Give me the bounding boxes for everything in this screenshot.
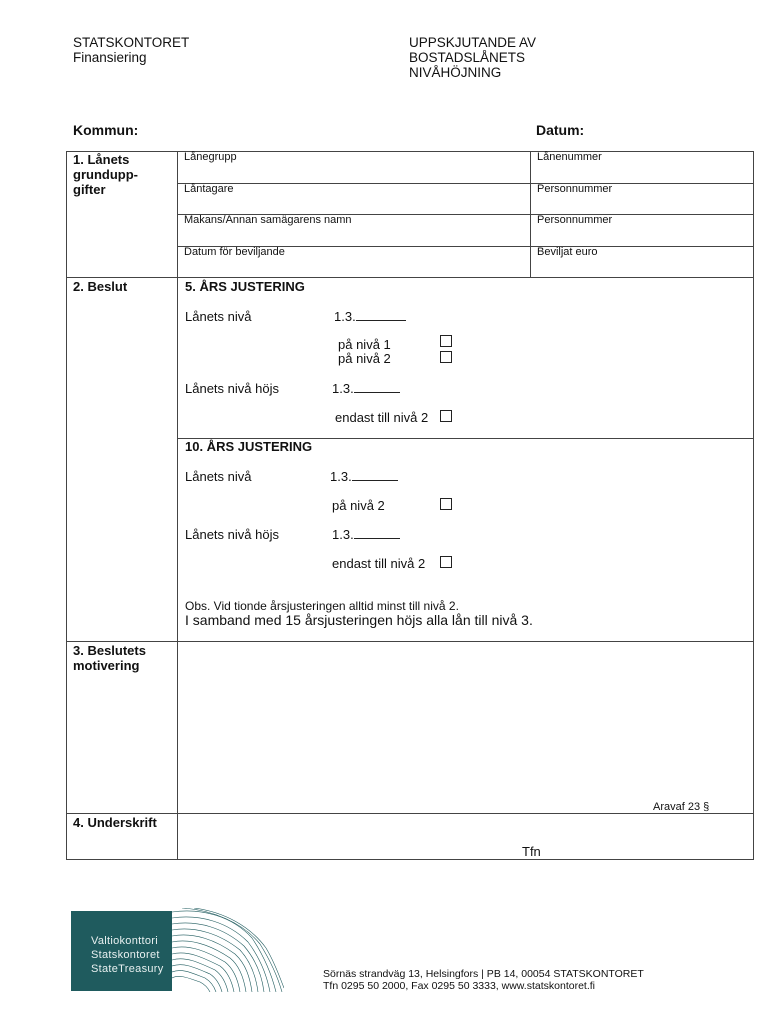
ten-niva-input[interactable] [330,469,398,484]
section2-label: 2. Beslut [73,279,128,294]
section4-label: 4. Underskrift [73,815,157,830]
ten-endast-label: endast till nivå 2 [332,556,426,571]
beviljat-euro-field[interactable] [537,246,751,276]
ten-hojs-input[interactable] [332,527,400,542]
five-year-heading: 5. ÅRS JUSTERING [185,279,305,294]
five-endast-checkbox[interactable] [440,410,452,422]
makans-namn-field[interactable] [184,214,528,245]
section1-label-line-2: grundupp- [73,167,138,182]
section1-label-line-1: 1. Lånets [73,152,130,167]
lanenummer-field[interactable] [537,151,751,182]
lantagare-field[interactable] [184,183,528,213]
five-niva-input[interactable] [334,309,406,324]
footer-address: Sörnäs strandväg 13, Helsingfors | PB 14, 00054 STATSKONTORET [323,968,644,980]
footer-contact: Tfn 0295 50 2000, Fax 0295 50 3333, www.statskontoret.fi [323,980,596,992]
form-title-line-2: BOSTADSLÅNETS [409,50,526,65]
five-option-2-label: på nivå 2 [338,351,391,366]
logo-line-2: Statskontoret [91,949,160,961]
datum-beviljande-field[interactable] [184,246,528,276]
ten-option-2-label: på nivå 2 [332,498,385,513]
lanenummer-label: Lånenummer [537,151,602,163]
datum-label: Datum: [536,122,585,138]
samband-note: I samband med 15 årsjusteringen höjs alla lån till nivå 3. [185,612,533,628]
logo-line-3: StateTreasury [91,963,164,975]
aravaf-reference: Aravaf 23 § [653,801,710,813]
org-name: STATSKONTORET [73,35,190,50]
form-title-line-3: NIVÅHÖJNING [409,65,502,80]
beviljat-euro-label: Beviljat euro [537,246,598,258]
personnummer-field-1[interactable] [537,183,751,213]
form-title-line-1: UPPSKJUTANDE AV [409,35,537,50]
ten-endast-checkbox[interactable] [440,556,452,568]
ten-hojs-prefix: 1.3. [332,527,354,542]
lanegrupp-label: Lånegrupp [184,151,237,163]
five-option-1-label: på nivå 1 [338,337,391,352]
logo-line-1: Valtiokonttori [91,935,158,947]
section3-label-line-2: motivering [73,658,140,673]
five-hojs-label: Lånets nivå höjs [185,381,279,396]
lantagare-label: Låntagare [184,183,234,195]
motivering-textarea[interactable] [178,642,753,812]
kommun-label: Kommun: [73,122,139,138]
five-niva-label: Lånets nivå [185,309,252,324]
five-hojs-prefix: 1.3. [332,381,354,396]
wave-lines-graphic [172,908,284,992]
ten-option-2-checkbox[interactable] [440,498,452,510]
datum-beviljande-label: Datum för beviljande [184,246,285,258]
obs-note: Obs. Vid tionde årsjusteringen alltid minst till nivå 2. [185,599,459,613]
ten-year-heading: 10. ÅRS JUSTERING [185,439,313,454]
five-option-2-checkbox[interactable] [440,351,452,363]
tfn-label: Tfn [522,844,541,859]
department: Finansiering [73,50,147,65]
ten-niva-label: Lånets nivå [185,469,252,484]
five-option-1-checkbox[interactable] [440,335,452,347]
five-endast-label: endast till nivå 2 [335,410,429,425]
lanegrupp-field[interactable] [184,151,528,182]
section1-label-line-3: gifter [73,182,106,197]
ten-niva-prefix: 1.3. [330,469,352,484]
personnummer-label-2: Personnummer [537,214,613,226]
five-niva-prefix: 1.3. [334,309,356,324]
personnummer-field-2[interactable] [537,214,751,245]
personnummer-label-1: Personnummer [537,183,613,195]
five-hojs-input[interactable] [332,381,400,396]
ten-hojs-label: Lånets nivå höjs [185,527,279,542]
signature-field[interactable] [178,814,753,858]
makans-namn-label: Makans/Annan samägarens namn [184,214,352,226]
section3-label-line-1: 3. Beslutets [73,643,146,658]
